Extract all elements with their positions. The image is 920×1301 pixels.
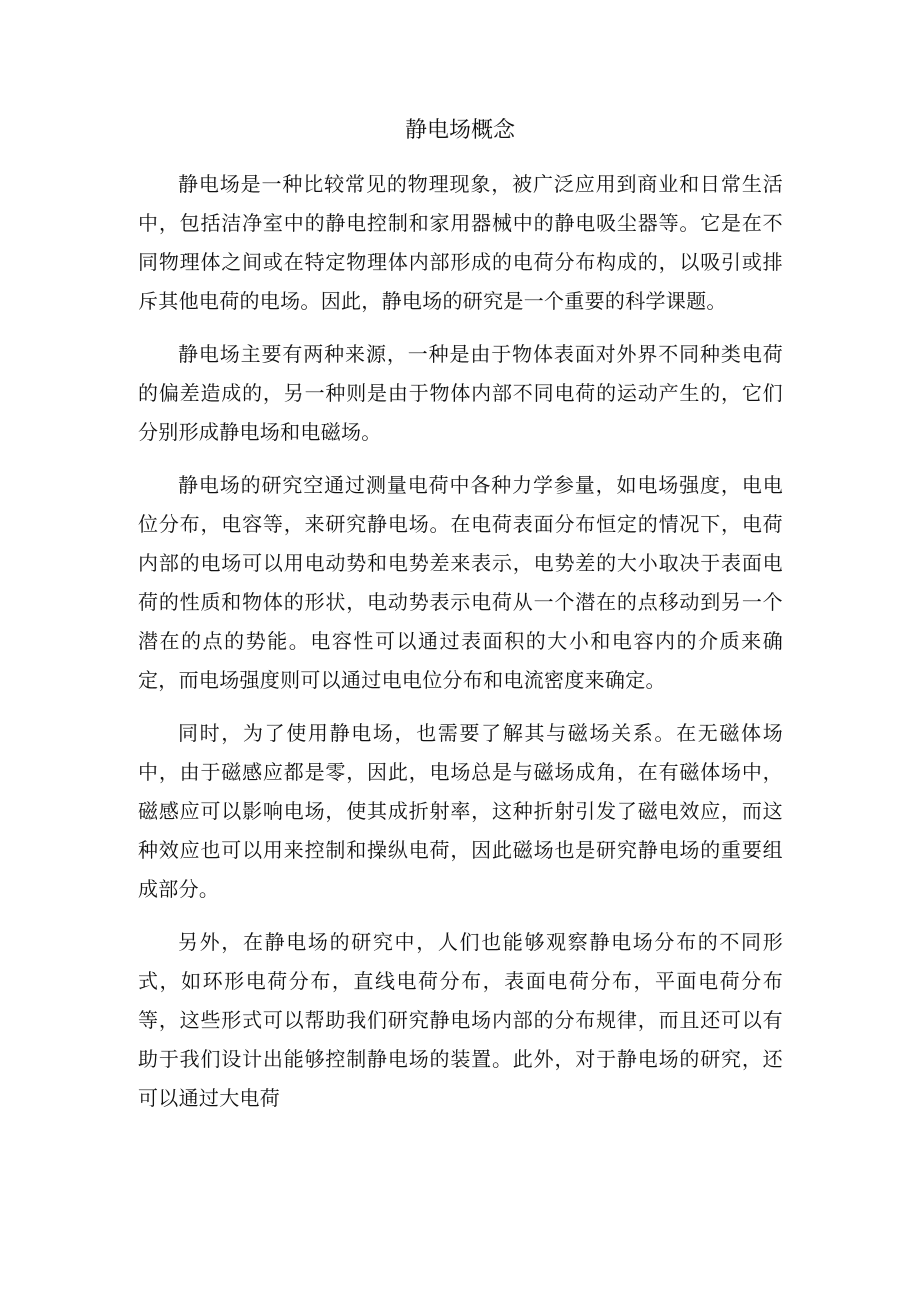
paragraph-5: 另外，在静电场的研究中，人们也能够观察静电场分布的不同形式，如环形电荷分布，直线电荷分布，表面电荷分布，平面电荷分布等，这些形式可以帮助我们研究静电场内部的分布规律，而且还可以有助于我们设计出能够控制静电场的装置。此外，对于静电场的研究，还可以通过大电荷: [138, 930, 783, 1110]
paragraph-2: 静电场主要有两种来源，一种是由于物体表面对外界不同种类电荷的偏差造成的，另一种则是由于物体内部不同电荷的运动产生的，它们分别形成静电场和电磁场。: [138, 342, 783, 444]
paragraph-1: 静电场是一种比较常见的物理现象，被广泛应用到商业和日常生活中，包括洁净室中的静电控制和家用器械中的静电吸尘器等。它是在不同物理体之间或在特定物理体内部形成的电荷分布构成的，以吸引或排斥其他电荷的电场。因此，静电场的研究是一个重要的科学课题。: [138, 172, 783, 313]
paragraph-3: 静电场的研究空通过测量电荷中各种力学参量，如电场强度，电电位分布，电容等，来研究静电场。在电荷表面分布恒定的情况下，电荷内部的电场可以用电动势和电势差来表示，电势差的大小取决于表面电荷的性质和物体的形状，电动势表示电荷从一个潜在的点移动到另一个潜在的点的势能。电容性可以通过表面积的大小和电容内的介质来确定，而电场强度则可以通过电电位分布和电流密度来确定。: [138, 473, 783, 692]
document-title: 静电场概念: [404, 118, 515, 143]
paragraph-4: 同时，为了使用静电场，也需要了解其与磁场关系。在无磁体场中，由于磁感应都是零，因此，电场总是与磁场成角，在有磁体场中，磁感应可以影响电场，使其成折射率，这种折射引发了磁电效应，而这种效应也可以用来控制和操纵电荷，因此磁场也是研究静电场的重要组成部分。: [138, 721, 783, 901]
document-body: [138, 165, 783, 1132]
